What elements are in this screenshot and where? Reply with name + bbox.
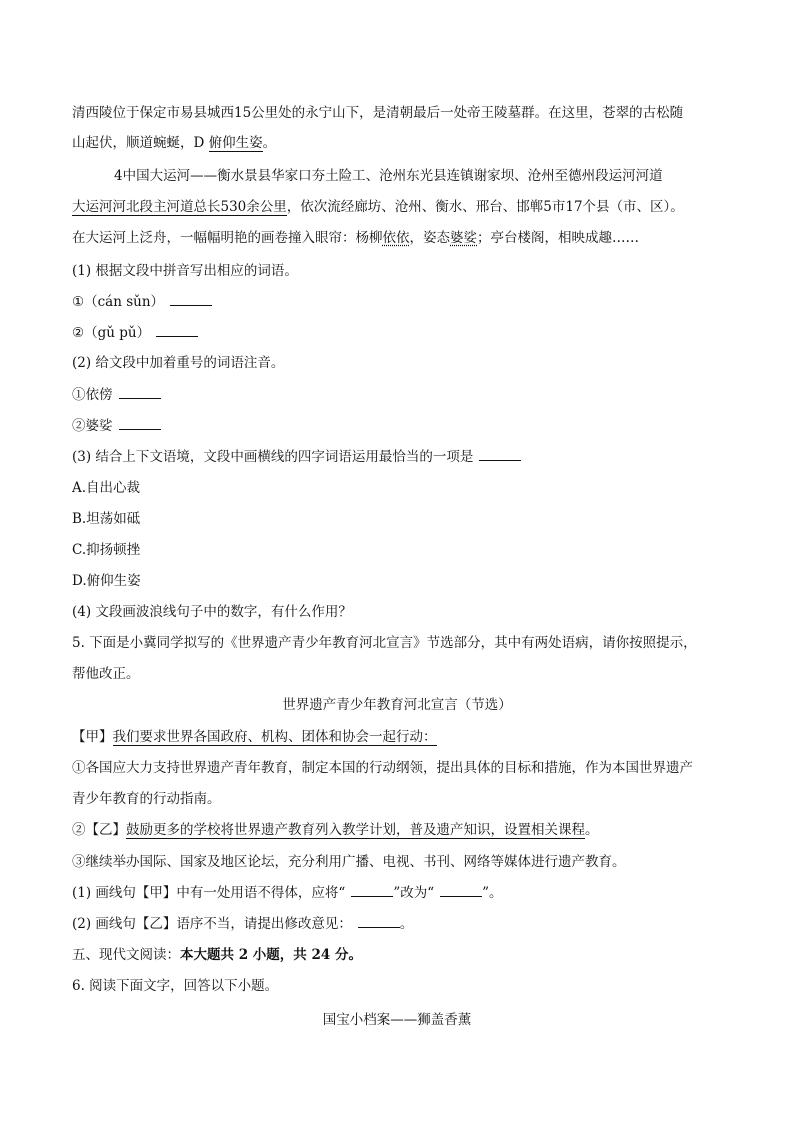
question-5-line1: 5. 下面是小冀同学拟写的《世界遗产青少年教育河北宣言》节选部分，其中有两处语病，请你按照提示， — [72, 635, 697, 651]
answer-blank[interactable] — [170, 293, 212, 306]
text: ”。 — [482, 885, 503, 901]
question-4-stem: (4) 文段画波浪线句子中的数字，有什么作用？ — [72, 604, 352, 620]
answer-blank[interactable] — [156, 324, 198, 337]
emphasized-word-yiyi: 依依 — [382, 230, 410, 246]
answer-blank[interactable] — [351, 884, 393, 897]
option-c: C.抑扬顿挫 — [72, 542, 141, 558]
section-heading — [72, 946, 362, 964]
paragraph-qingxiling-line2 — [72, 134, 276, 152]
text: (1) 画线句【甲】中有一处用语不得体，应将“ — [72, 885, 346, 901]
text: (2) 画线句【乙】语序不当，请提出修改意见： — [72, 916, 352, 932]
answer-blank[interactable] — [358, 915, 400, 928]
text: 在大运河上泛舟，一幅幅明艳的画卷撞入眼帘：杨柳 — [72, 230, 383, 246]
tag-yi: ②【乙】 — [72, 822, 126, 838]
pinyin-prompt: ②（gǔ pǔ） — [72, 325, 151, 341]
word-prompt: ①依傍 — [72, 387, 113, 403]
question-1-a — [72, 293, 212, 311]
question-1-b — [72, 324, 198, 342]
question-text: (3) 结合上下文语境，文段中画横线的四字词语运用最恰当的一项是 — [72, 449, 474, 465]
text: 。 — [399, 916, 414, 932]
section-info: 本大题共 2 小题，共 24 分。 — [180, 947, 362, 963]
question-2-a — [72, 386, 161, 404]
declaration-jia — [72, 728, 437, 746]
text: ”改为“ — [393, 885, 435, 901]
declaration-item2 — [72, 821, 599, 839]
word-prompt: ②婆娑 — [72, 418, 113, 434]
underlined-phrase: 俯仰生姿 — [208, 135, 263, 151]
question-6-stem: 6. 阅读下面文字，回答以下小题。 — [72, 978, 279, 994]
emphasized-word-posuo: 婆娑 — [450, 230, 477, 246]
question-5-sub2 — [72, 915, 413, 933]
question-5-sub1 — [72, 884, 503, 902]
pinyin-prompt: ①（cán sǔn） — [72, 294, 165, 310]
text: 山起伏，顺道蜿蜒，D — [72, 135, 209, 151]
question-1-stem: (1) 根据文段中拼音写出相应的词语。 — [72, 263, 298, 279]
option-d: D.俯仰生姿 — [72, 573, 141, 589]
paragraph-qingxiling-line1: 清西陵位于保定市易县城西15公里处的永宁山下，是清朝最后一处帝王陵墓群。在这里，苍翠的古松随 — [72, 105, 684, 121]
option-a: A.自出心裁 — [72, 480, 141, 496]
tag-jia: 【甲】 — [72, 729, 113, 745]
section-label: 五、现代文阅读： — [72, 947, 180, 963]
declaration-item3: ③继续举办国际、国家及地区论坛，充分利用广播、电视、书刊、网络等媒体进行遗产教育。 — [72, 854, 626, 870]
declaration-title: 世界遗产青少年教育河北宣言（节选） — [282, 697, 512, 713]
question-2-stem: (2) 给文段中加着重号的词语注音。 — [72, 355, 285, 371]
text: ，姿态 — [409, 230, 450, 246]
answer-blank[interactable] — [119, 386, 161, 399]
underlined-sentence-jia: 我们要求世界各国政府、机构、团体和协会一起行动： — [112, 729, 437, 745]
paragraph-canal-line3 — [72, 229, 639, 247]
question-2-b — [72, 417, 161, 435]
article-title: 国宝小档案——狮盖香薰 — [322, 1012, 472, 1028]
paragraph-canal-line2 — [72, 198, 684, 216]
answer-blank[interactable] — [119, 417, 161, 430]
answer-blank[interactable] — [440, 884, 482, 897]
declaration-item1-line1: ①各国应大力支持世界遗产青年教育，制定本国的行动纲领，提出具体的目标和措施，作为本国世界遗产 — [72, 760, 693, 776]
question-3-stem — [72, 448, 521, 466]
option-b: B.坦荡如砥 — [72, 511, 141, 527]
paragraph-canal-line1: 4中国大运河——衡水景县华家口夯土险工、沧州东光县连镇谢家坝、沧州至德州段运河河道 — [114, 168, 663, 184]
text: ；亭台楼阁，相映成趣…… — [477, 230, 639, 246]
text: 。 — [262, 135, 277, 151]
wavy-underlined-sentence: 大运河河北段主河道总长530余公里 — [72, 199, 287, 215]
text: 。 — [585, 822, 599, 838]
text: ，依次流经廊坊、沧州、衡水、邢台、邯郸5市17个县（市、区）。 — [286, 199, 684, 215]
question-5-line2: 帮他改正。 — [72, 666, 140, 682]
answer-blank[interactable] — [479, 448, 521, 461]
underlined-sentence-yi: 鼓励更多的学校将世界遗产教育列入教学计划，普及遗产知识，设置相关课程 — [126, 822, 585, 838]
declaration-item1-line2: 青少年教育的行动指南。 — [72, 791, 221, 807]
